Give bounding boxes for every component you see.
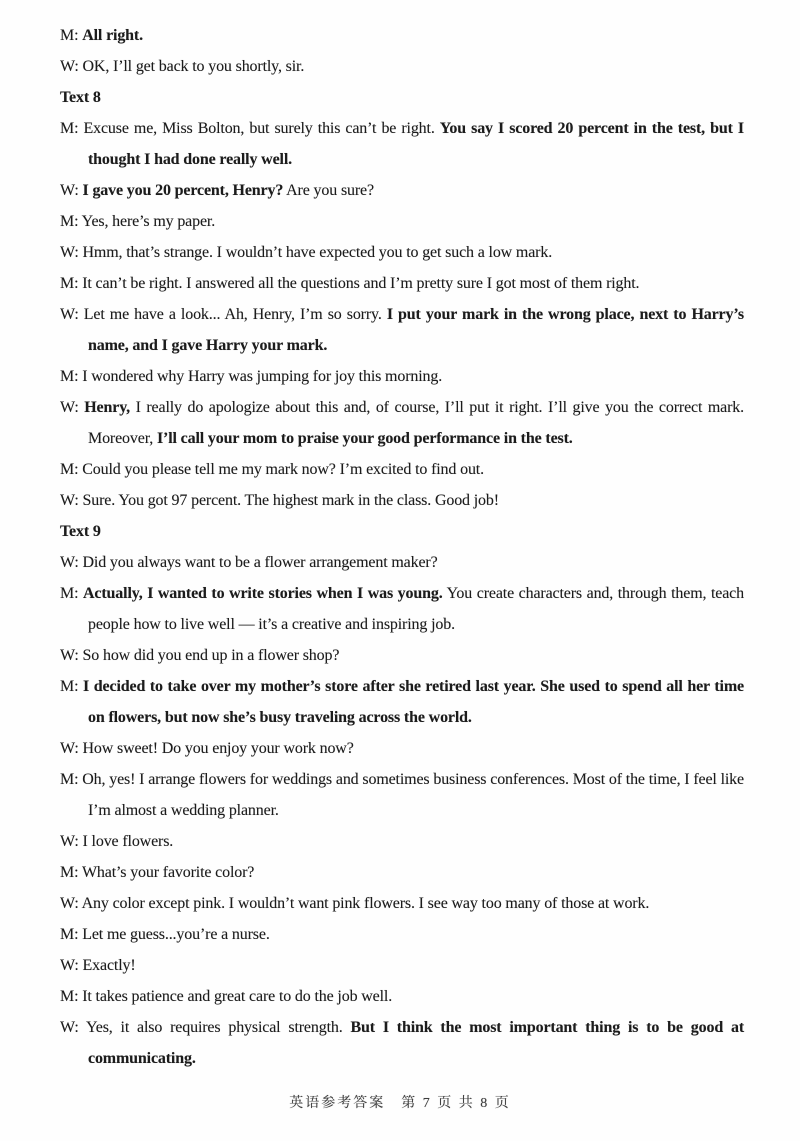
speaker-label: M: <box>60 275 83 292</box>
dialogue-text: Yes, it also requires physical strength. <box>85 1019 351 1036</box>
speaker-label: M: <box>60 27 83 44</box>
dialogue-text: Excuse me, Miss Bolton, but surely this can’t be right. <box>83 120 440 137</box>
speaker-label: W: <box>60 306 84 323</box>
dialogue-line <box>60 857 744 888</box>
dialogue-text: I’ll call your mom to praise your good performance in the test. <box>156 430 573 447</box>
dialogue-text: Sure. You got 97 percent. The highest mark in the class. Good job! <box>82 492 499 509</box>
dialogue-line <box>60 392 744 454</box>
dialogue-text: Did you always want to be a flower arrangement maker? <box>82 554 438 571</box>
dialogue-line <box>60 888 744 919</box>
dialogue-text: Exactly! <box>82 957 136 974</box>
speaker-label: M: <box>60 120 84 137</box>
speaker-label: W: <box>60 554 83 571</box>
dialogue-text: You create characters and, through them, teach people how to live well — it’s a creative and inspiring job. <box>88 585 744 633</box>
speaker-label: M: <box>60 585 84 602</box>
dialogue-text: But I think the most important thing is to be good at communicating. <box>88 1019 744 1067</box>
dialogue-text: OK, I’ll get back to you shortly, sir. <box>82 58 305 75</box>
dialogue-line <box>60 51 744 82</box>
dialogue-line <box>60 547 744 578</box>
dialogue-line <box>60 237 744 268</box>
speaker-label: W: <box>60 244 83 261</box>
dialogue-text: Yes, here’s my paper. <box>81 213 216 230</box>
page-footer-text: 英语参考答案 第 7 页 共 8 页 <box>289 1096 511 1111</box>
dialogue-line <box>60 454 744 485</box>
dialogue-line <box>60 950 744 981</box>
dialogue-line <box>60 919 744 950</box>
speaker-label: W: <box>60 833 83 850</box>
dialogue-text: Henry, <box>84 399 131 416</box>
dialogue-text: Let me guess...you’re a nurse. <box>82 926 270 943</box>
dialogue-line <box>60 113 744 175</box>
dialogue-line <box>60 206 744 237</box>
speaker-label: W: <box>60 58 83 75</box>
dialogue-line <box>60 20 744 51</box>
dialogue-line <box>60 299 744 361</box>
speaker-label: M: <box>60 368 83 385</box>
dialogue-line <box>60 485 744 516</box>
dialogue-line <box>60 640 744 671</box>
dialogue-line <box>60 764 744 826</box>
dialogue-text: I really do apologize about this and, of course, I’ll put it right. I’ll give you the correct mark. Moreover, <box>88 399 744 447</box>
dialogue-line <box>60 1012 744 1074</box>
dialogue-text: It takes patience and great care to do the job well. <box>82 988 393 1005</box>
speaker-label: W: <box>60 182 83 199</box>
transcript <box>60 20 744 1074</box>
dialogue-line <box>60 981 744 1012</box>
dialogue-line <box>60 671 744 733</box>
speaker-label: M: <box>60 461 83 478</box>
dialogue-text: Could you please tell me my mark now? I’m excited to find out. <box>82 461 484 478</box>
section-heading: Text 8 <box>60 89 101 106</box>
page-footer <box>0 1092 800 1112</box>
dialogue-text: How sweet! Do you enjoy your work now? <box>82 740 354 757</box>
dialogue-text: I gave you 20 percent, Henry? <box>82 182 284 199</box>
speaker-label: W: <box>60 895 82 912</box>
section-heading: Text 9 <box>60 523 101 540</box>
dialogue-text: Hmm, that’s strange. I wouldn’t have expected you to get such a low mark. <box>82 244 553 261</box>
dialogue-text: Are you sure? <box>283 182 374 199</box>
dialogue-line <box>60 826 744 857</box>
dialogue-text: I love flowers. <box>82 833 174 850</box>
speaker-label: M: <box>60 771 83 788</box>
dialogue-text: Any color except pink. I wouldn’t want pink flowers. I see way too many of those at work. <box>81 895 650 912</box>
dialogue-text: Let me have a look... Ah, Henry, I’m so sorry. <box>83 306 387 323</box>
dialogue-line <box>60 578 744 640</box>
dialogue-text: Oh, yes! I arrange flowers for weddings and sometimes business conferences. Most of the time, I feel like I’m almost a wedding planner. <box>82 771 744 819</box>
speaker-label: M: <box>60 988 83 1005</box>
speaker-label: W: <box>60 957 83 974</box>
dialogue-line <box>60 175 744 206</box>
dialogue-text: It can’t be right. I answered all the questions and I’m pretty sure I got most of them right. <box>82 275 640 292</box>
dialogue-line <box>60 361 744 392</box>
dialogue-text: You say I scored 20 percent in the test, but I thought I had done really well. <box>88 120 744 168</box>
dialogue-text: All right. <box>82 27 143 44</box>
dialogue-text: I put your mark in the wrong place, next to Harry’s name, and I gave Harry your mark. <box>88 306 744 354</box>
speaker-label: M: <box>60 678 84 695</box>
speaker-label: W: <box>60 492 83 509</box>
speaker-label: W: <box>60 399 85 416</box>
speaker-label: W: <box>60 1019 86 1036</box>
dialogue-text: I decided to take over my mother’s store after she retired last year. She used to spend all her time on flowers, but now she’s busy traveling across the world. <box>83 678 744 726</box>
dialogue-text: Actually, I wanted to write stories when I was young. <box>83 585 443 602</box>
dialogue-line <box>60 268 744 299</box>
dialogue-text: So how did you end up in a flower shop? <box>82 647 340 664</box>
speaker-label: M: <box>60 864 82 881</box>
dialogue-text: What’s your favorite color? <box>81 864 255 881</box>
speaker-label: M: <box>60 213 82 230</box>
dialogue-line <box>60 733 744 764</box>
dialogue-text: I wondered why Harry was jumping for joy this morning. <box>82 368 443 385</box>
speaker-label: W: <box>60 740 83 757</box>
speaker-label: M: <box>60 926 83 943</box>
speaker-label: W: <box>60 647 83 664</box>
